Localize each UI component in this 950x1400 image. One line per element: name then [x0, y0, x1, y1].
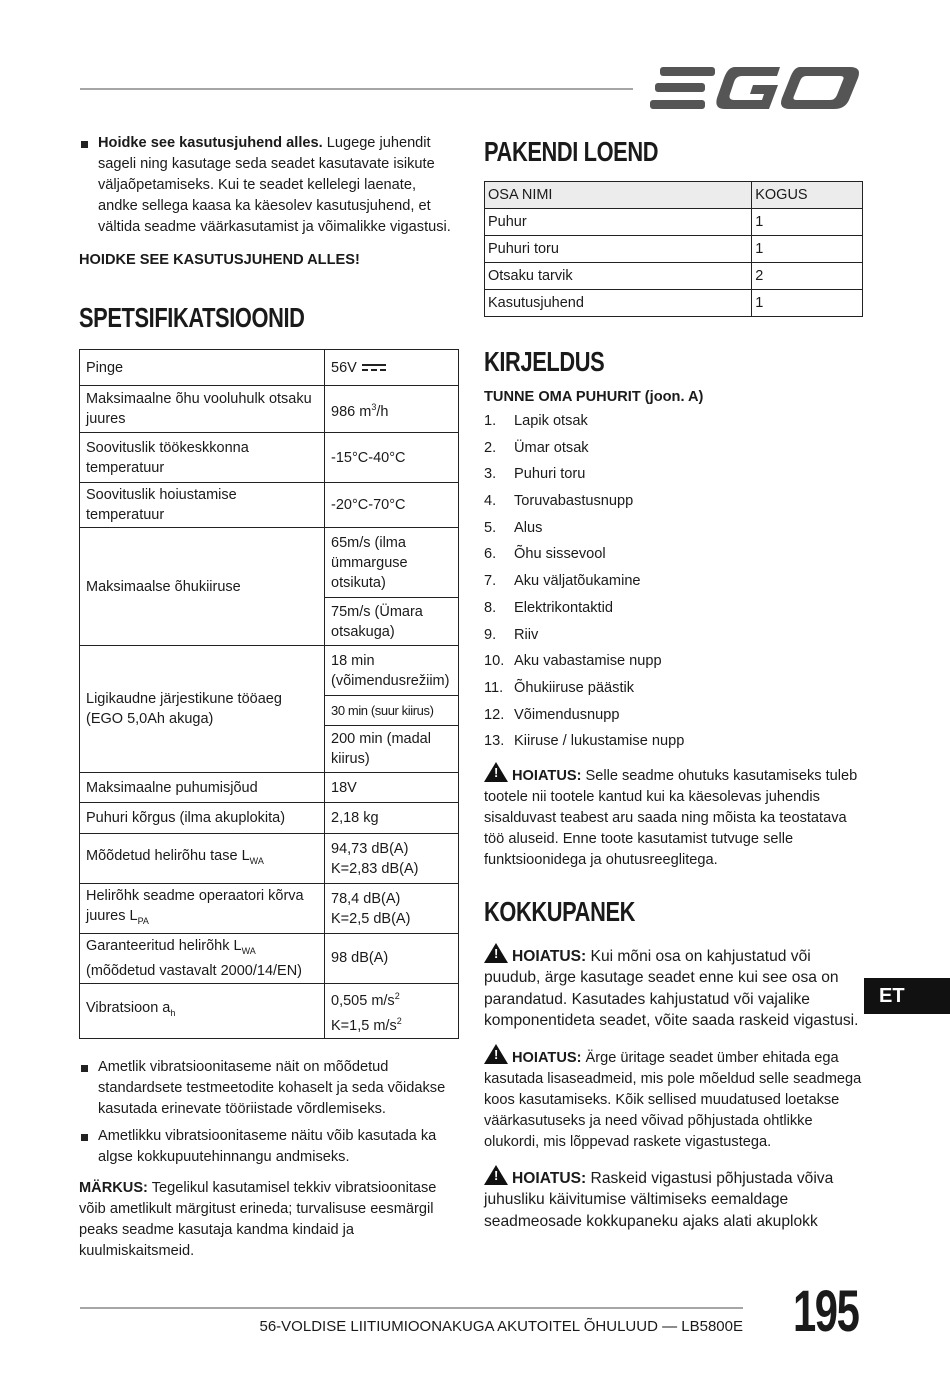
warning-icon: ! — [484, 1044, 508, 1064]
table-row — [80, 884, 459, 934]
language-tab: ET — [864, 978, 950, 1014]
table-row — [485, 236, 863, 263]
list-item: 12. Võimendusnupp — [484, 706, 620, 723]
footer-title: 56-VOLDISE LIITIUMIOONAKUGA AKUTOITEL ÕHULUUD — LB5800E — [259, 1318, 743, 1335]
table-row — [80, 433, 459, 483]
left-column — [79, 133, 459, 1262]
dc-symbol-icon — [361, 363, 387, 373]
spec-value: 986 $m^3/h$ — [325, 386, 459, 433]
spec-value: 30 min (suur kiirus) — [325, 696, 459, 726]
spec-label: Helirõhk seadme operaatori kõrva juures $L_{PA}$ — [80, 884, 325, 934]
spec-value: 94,73 dB(A) K=2,83 dB(A) — [325, 834, 459, 884]
part-qty: 1 — [752, 236, 863, 263]
spec-label: Ligikaudne järjestikune tööaeg (EGO 5,0Ah akuga) — [80, 646, 325, 773]
spec-label: Maksimaalse õhukiiruse — [80, 528, 325, 646]
part-qty: 1 — [752, 290, 863, 317]
part-qty: 1 — [752, 209, 863, 236]
list-item: 10. Aku vabastamise nupp — [484, 653, 662, 670]
spec-value: -20°C-70°C — [325, 483, 459, 528]
warning-icon: ! — [484, 1165, 508, 1185]
note-paragraph: MÄRKUS: Tegelikul kasutamisel tekkiv vibratsioonitase võib ametlikult märgitust erineda; turvalisuse eesmärgil peaks seadme kasutaja kandma kindaid ja kuulmiskaitsmeid. — [79, 1179, 437, 1259]
part-name: Otsaku tarvik — [485, 263, 752, 290]
spec-label: Garanteeritud helirõhk $L_{WA}$ (mõõdetud vastavalt 2000/14/EN) — [80, 934, 325, 984]
vibration-note-bullet: Ametlik vibratsioonitaseme näit on mõõdetud standardsete testmeetodite kohaselt ja seda võidakse kasutada erinevate tööriistade võrdlemiseks. — [79, 1057, 459, 1120]
list-item: 6. Õhu sissevool — [484, 546, 606, 563]
warning-icon: ! — [484, 762, 508, 782]
spec-label: Mõõdetud helirõhu tase $L_{WA}$ — [80, 834, 325, 884]
table-row — [80, 646, 459, 696]
specs-heading: SPETSIFIKATSIOONID — [79, 302, 305, 333]
list-item: 5. Alus — [484, 519, 543, 536]
list-item: 11. Õhukiiruse päästik — [484, 679, 635, 696]
ego-logo — [650, 64, 862, 112]
table-row — [80, 834, 459, 884]
table-row — [80, 483, 459, 528]
warning-paragraph: ! HOIATUS: Ärge üritage seadet ümber ehitada ega kasutada lisaseadmeid, mis pole mõeldud selle seadmega koos kasutamiseks. Kõik sellised muudatused loetakse väärkasutuseks ja need võivad põhjustada ohtlikke olukordi, mis lõppevad raskete vigastustega. — [484, 1044, 864, 1153]
keep-manual-heading: HOIDKE SEE KASUTUSJUHEND ALLES! — [79, 252, 360, 268]
table-row — [485, 290, 863, 317]
spec-value: 200 min (madal kiirus) — [325, 726, 459, 773]
list-item: 7. Aku väljatõukamine — [484, 573, 641, 590]
spec-value: 75m/s (Ümara otsakuga) — [325, 598, 459, 646]
spec-label: Soovituslik hoiustamise temperatuur — [80, 483, 325, 528]
table-row — [80, 803, 459, 834]
spec-label: Pinge — [80, 350, 325, 386]
table-row — [80, 386, 459, 433]
table-header-row — [485, 182, 863, 209]
packing-table — [484, 181, 863, 317]
description-subheading: TUNNE OMA PUHURIT (joon. A) — [484, 389, 704, 405]
spec-value: 78,4 dB(A) K=2,5 dB(A) — [325, 884, 459, 934]
spec-value: 0,505 $m/s^2$ K=1,5 $m/s^2$ — [325, 983, 459, 1038]
page-number: 195 — [793, 1279, 859, 1344]
list-item: 8. Elektrikontaktid — [484, 599, 613, 616]
spec-label: Puhuri kõrgus (ilma akuplokita) — [80, 803, 325, 834]
spec-label: Maksimaalne õhu vooluhulk otsaku juures — [80, 386, 325, 433]
parts-list — [484, 411, 864, 758]
table-row — [80, 773, 459, 803]
part-name: Puhuri toru — [485, 236, 752, 263]
list-item: 13. Kiiruse / lukustamise nupp — [484, 733, 685, 750]
description-heading: KIRJELDUS — [484, 346, 605, 377]
table-row — [485, 263, 863, 290]
spec-value: 98 dB(A) — [325, 934, 459, 984]
spec-value: 18 min (võimendusrežiim) — [325, 646, 459, 696]
table-row — [80, 350, 459, 386]
list-item: 9. Riiv — [484, 626, 539, 643]
part-name: Kasutusjuhend — [485, 290, 752, 317]
vibration-note-bullet: Ametlikku vibratsioonitaseme näitu võib kasutada ka algse kokkupuutehinnangu andmiseks. — [79, 1126, 459, 1168]
spec-label: Soovituslik töökeskkonna temperatuur — [80, 433, 325, 483]
column-header: KOGUS — [752, 182, 863, 209]
warning-paragraph: ! HOIATUS: Kui mõni osa on kahjustatud või puudub, ärge kasutage seadet enne kui see osa on parandatud. Kasutades kahjustatud või vajalike komponentideta seadet, võite saada raskeid vigastusi. — [484, 943, 864, 1032]
specs-table — [79, 349, 459, 1039]
spec-label: Vibratsioon $a_h$ — [80, 983, 325, 1038]
intro-bullet: Hoidke see kasutusjuhend alles. Lugege juhendit sageli ning kasutage seda seadet kasutavate isikute väljaõpetamiseks. Kui te seadet kellelegi laenate, andke sellega kaasa ka käesolev kasutusjuhend, et vältida seadme väärkasutamist ja võimalikke vigastusi. — [79, 133, 459, 238]
header-rule — [80, 88, 633, 90]
list-item: 1. Lapik otsak — [484, 413, 588, 429]
spec-value: 65m/s (ilma ümmarguse otsikuta) — [325, 528, 459, 598]
list-item: 2. Ümar otsak — [484, 439, 589, 456]
table-row — [80, 528, 459, 598]
list-item: 4. Toruvabastusnupp — [484, 493, 634, 510]
spec-value: -15°C-40°C — [325, 433, 459, 483]
spec-value: 56V — [325, 350, 459, 386]
table-row — [485, 209, 863, 236]
warning-paragraph: ! HOIATUS: Selle seadme ohutuks kasutamiseks tuleb tootele nii tootele kantud kui ka käesolevas juhendis sisalduvast teabest aru saada ning mõista ka teostatava töö aluseid. Enne toote kasutamist tutvuge selle funktsioonidega ja ohutusreeglitega. — [484, 762, 864, 871]
table-row — [80, 934, 459, 984]
footer-rule — [80, 1307, 743, 1309]
right-column — [484, 133, 864, 1232]
packing-heading: PAKENDI LOEND — [484, 136, 659, 167]
part-name: Puhur — [485, 209, 752, 236]
column-header: OSA NIMI — [485, 182, 752, 209]
spec-value: 2,18 kg — [325, 803, 459, 834]
warning-icon: ! — [484, 943, 508, 963]
spec-label: Maksimaalne puhumisjõud — [80, 773, 325, 803]
assembly-heading: KOKKUPANEK — [484, 895, 636, 927]
table-row — [80, 983, 459, 1038]
warning-paragraph: ! HOIATUS: Raskeid vigastusi põhjustada võiva juhusliku käivitumise vältimiseks eemaldage seadmeosade kokkupaneku ajaks alati akuplokk — [484, 1165, 864, 1233]
part-qty: 2 — [752, 263, 863, 290]
spec-value: 18V — [325, 773, 459, 803]
list-item: 3. Puhuri toru — [484, 466, 586, 483]
